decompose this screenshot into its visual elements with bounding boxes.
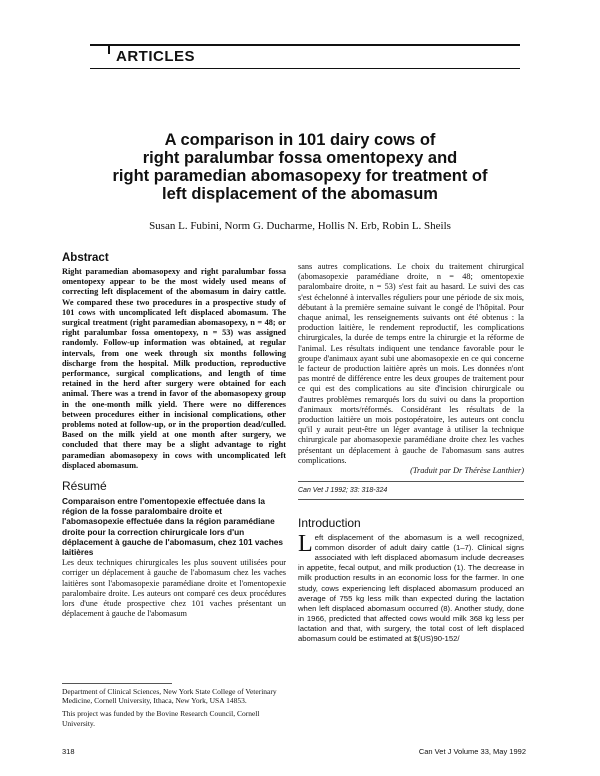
title-line: A comparison in 101 dairy cows of (164, 131, 436, 149)
journal-footer: Can Vet J Volume 33, May 1992 (418, 747, 526, 756)
author-list: Susan L. Fubini, Norm G. Ducharme, Hollis N. Erb, Robin L. Sheils (149, 220, 451, 232)
footnotes (62, 683, 286, 732)
introduction-body: eft displacement of the abomasum is a well recognized, common disorder of adult dairy cattle (1–7). Clinical signs associated with left displaced abomasum include decreases in appetite, fecal output, and milk production (1). The decrease in milk production results in an economic loss for the farmer. In one study, cows experiencing left displaced abomasum produced an average of 755 kg less milk than expected during the lactation when left displaced abomasum occurred (8). Another study, done in 1966, predicted that affected cows would milk 368 kg less per lactation and that, with surgery, the total cost of left displaced abomasum could be estimated at $(US)90-152/ (298, 533, 524, 643)
title-line: right paralumbar fossa omentopexy and (142, 149, 458, 167)
section-label: ARTICLES (116, 48, 195, 65)
resume-title: Comparaison entre l'omentopexie effectuée dans la région de la fosse paralombaire droite et l'abomasopexie effectuée dans la région paramédiane droite pour la correction chirurgicale lors d'un déplacement à gauche de l'abomasum, chez 101 vaches laitières (62, 496, 284, 558)
footnote-rule (62, 683, 172, 684)
citation-rule-top (298, 481, 524, 482)
title-line: left displacement of the abomasum (162, 185, 438, 203)
section-header-bar (90, 44, 520, 69)
translator-credit: (Traduit par Dr Thérèse Lanthier) (410, 466, 524, 476)
funding-note: This project was funded by the Bovine Research Council, Cornell University. (62, 709, 260, 728)
left-column (62, 252, 286, 620)
section-bar-tick (90, 44, 110, 54)
introduction-text (298, 533, 524, 644)
journal-citation: Can Vet J 1992; 33: 318-324 (298, 487, 388, 495)
title-line: right paramedian abomasopexy for treatment of (112, 167, 488, 185)
author-affiliation: Department of Clinical Sciences, New York State College of Veterinary Medicine, Cornell University, Ithaca, New York, USA 14853. (62, 687, 277, 706)
introduction-heading: Introduction (298, 516, 361, 531)
abstract-text: Right paramedian abomasopexy and right paralumbar fossa omentopexy appear to be the most widely used means of correcting left displacement of the abomasum in dairy cattle. We compared these two procedures in a prospective study of 101 cows with uncomplicated left displaced abomasum. The surgical treatment (right paramedian abomasopexy, n = 48; or right paralumbar fossa omentopexy, n = 53) was assigned randomly. Follow-up information was obtained, at regular intervals, from one week through six months following discharge from the hospital. Milk production, reproductive performance, surgical complications, and length of time retained in the herd after surgery were obtained for each animal. There was a trend in favor of the abomasopexy group in the one-month milk yield. There were no differences between procedures either in incisional complications, other problems noted at follow-up, or in the proportion dead/culled. Based on the milk yield at one month after surgery, we concluded that there may be a slight advantage to right paramedian abomasopexy in cows with uncomplicated left displaced abomasum. (62, 267, 286, 470)
citation-rule-bottom (298, 499, 524, 500)
drop-cap: L (298, 531, 313, 558)
resume-text-part2: sans autres complications. Le choix du traitement chirurgical (abomasopexie paramédiane droite, n = 48; omentopexie paralombaire droite, n = 53) s'est fait au hasard. Le suivi des cas s'est échelonné à intervalles réguliers pour une période de six mois, débutant à la première semaine suivant le congé de l'hôpital. Pour chaque animal, les renseignements suivants ont été obtenus : la production laitière, le rendement reproductif, les complications chirurgicales, la durée de temps entre la chirurgie et la réforme de l'animal. Les résultats indiquent une tendance favorable pour le groupe d'animaux ayant subi une abomasopexie en ce qui concerne le facteur de production laitière après un mois. Les données n'ont pas montré de différence entre les deux groupes de traitement pour ce qui est des complications au site d'incision chirurgicale ou d'autres problèmes remarqués lors du suivi ou dans la proportion d'animaux morts/réformés. Considérant les résultats de la production laitière un mois postopératoire, les auteurs ont conclu qu'il y aurait peut-être un léger avantage à utiliser la technique chirurgicale par abomasopexie paramédiane droite chez les vaches présentant un déplacement à gauche de l'abomasum sans autres complications. (298, 262, 524, 465)
page-number: 318 (62, 747, 75, 756)
resume-heading: Résumé (62, 479, 107, 494)
abstract-heading: Abstract (62, 252, 109, 264)
resume-text-part1: Les deux techniques chirurgicales les plus souvent utilisées pour corriger un déplacement à gauche de l'abomasum chez les vaches laitières sont l'abomasopexie paramédiane droite et l'omentopexie paralombaire droite. Les auteurs ont comparé ces deux procédures lors d'une étude prospective chez 101 vaches présentant un déplacement à gauche de l'abomasum (62, 558, 286, 619)
article-title (60, 131, 540, 203)
right-column (298, 262, 524, 644)
